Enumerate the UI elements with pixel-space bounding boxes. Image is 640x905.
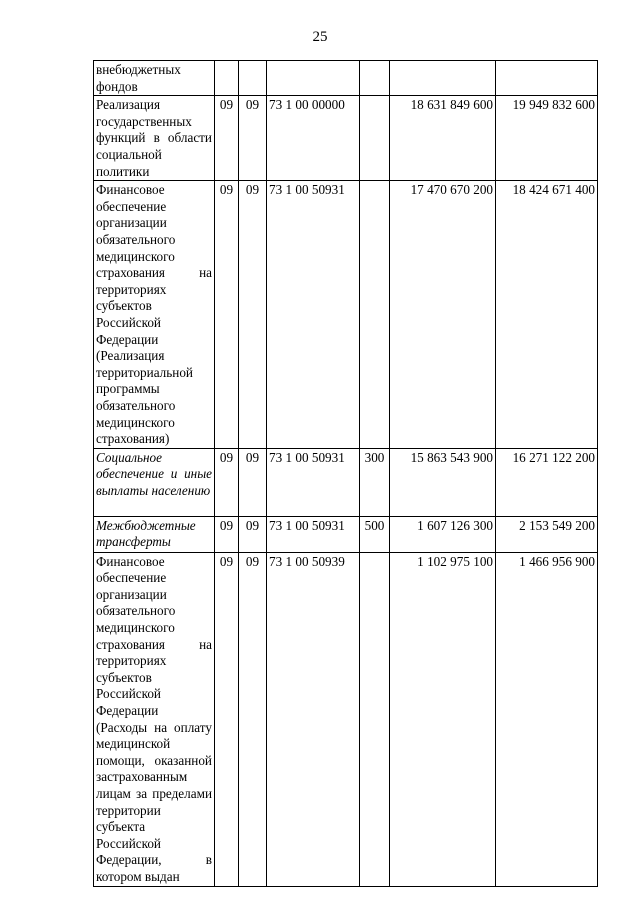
target-article-cell: 73 1 00 50931: [267, 181, 360, 449]
row-name-cell: внебюджетных фондов: [94, 61, 215, 96]
target-article-cell: 73 1 00 50931: [267, 448, 360, 516]
sum-year2-cell: 16 271 122 200: [496, 448, 598, 516]
expense-type-cell: 500: [360, 516, 390, 552]
subsection-code-cell: [239, 61, 267, 96]
expense-type-cell: [360, 61, 390, 96]
sum-year2-cell: 19 949 832 600: [496, 96, 598, 181]
expense-type-cell: [360, 181, 390, 449]
sum-year1-cell: 1 607 126 300: [390, 516, 496, 552]
expense-type-cell: [360, 96, 390, 181]
section-code-cell: 09: [215, 448, 239, 516]
section-code-cell: 09: [215, 516, 239, 552]
target-article-cell: 73 1 00 50931: [267, 516, 360, 552]
subsection-code-cell: 09: [239, 448, 267, 516]
page-number: 25: [312, 29, 328, 45]
budget-table: [93, 60, 598, 887]
table-row: [94, 181, 598, 449]
row-name-cell: Финансовое обеспечение организации обязательного медицинского страхования на территориях субъектов Российской Федерации (Реализация территориальной программы обязательного медицинского страхования): [94, 181, 215, 449]
sum-year1-cell: 15 863 543 900: [390, 448, 496, 516]
sum-year1-cell: 17 470 670 200: [390, 181, 496, 449]
sum-year2-cell: 2 153 549 200: [496, 516, 598, 552]
subsection-code-cell: 09: [239, 552, 267, 886]
row-name-cell: Социальное обеспечение и иные выплаты населению: [94, 448, 215, 516]
section-code-cell: 09: [215, 96, 239, 181]
expense-type-cell: 300: [360, 448, 390, 516]
target-article-cell: 73 1 00 50939: [267, 552, 360, 886]
table-row: [94, 552, 598, 886]
subsection-code-cell: 09: [239, 516, 267, 552]
sum-year2-cell: 1 466 956 900: [496, 552, 598, 886]
table-row: [94, 448, 598, 516]
section-code-cell: 09: [215, 552, 239, 886]
sum-year2-cell: 18 424 671 400: [496, 181, 598, 449]
target-article-cell: [267, 61, 360, 96]
row-name-cell: Межбюджетные трансферты: [94, 516, 215, 552]
sum-year1-cell: 18 631 849 600: [390, 96, 496, 181]
row-name-cell: Финансовое обеспечение организации обязательного медицинского страхования на территориях субъектов Российской Федерации (Расходы на оплату медицинской помощи, оказанной застрахованным лицам за пределами территории субъекта Российской Федерации, в котором выдан: [94, 552, 215, 886]
table-row: [94, 61, 598, 96]
sum-year1-cell: [390, 61, 496, 96]
sum-year1-cell: 1 102 975 100: [390, 552, 496, 886]
subsection-code-cell: 09: [239, 181, 267, 449]
row-name-cell: Реализация государственных функций в области социальной политики: [94, 96, 215, 181]
sum-year2-cell: [496, 61, 598, 96]
table-row: [94, 516, 598, 552]
expense-type-cell: [360, 552, 390, 886]
section-code-cell: 09: [215, 181, 239, 449]
table-row: [94, 96, 598, 181]
subsection-code-cell: 09: [239, 96, 267, 181]
target-article-cell: 73 1 00 00000: [267, 96, 360, 181]
section-code-cell: [215, 61, 239, 96]
